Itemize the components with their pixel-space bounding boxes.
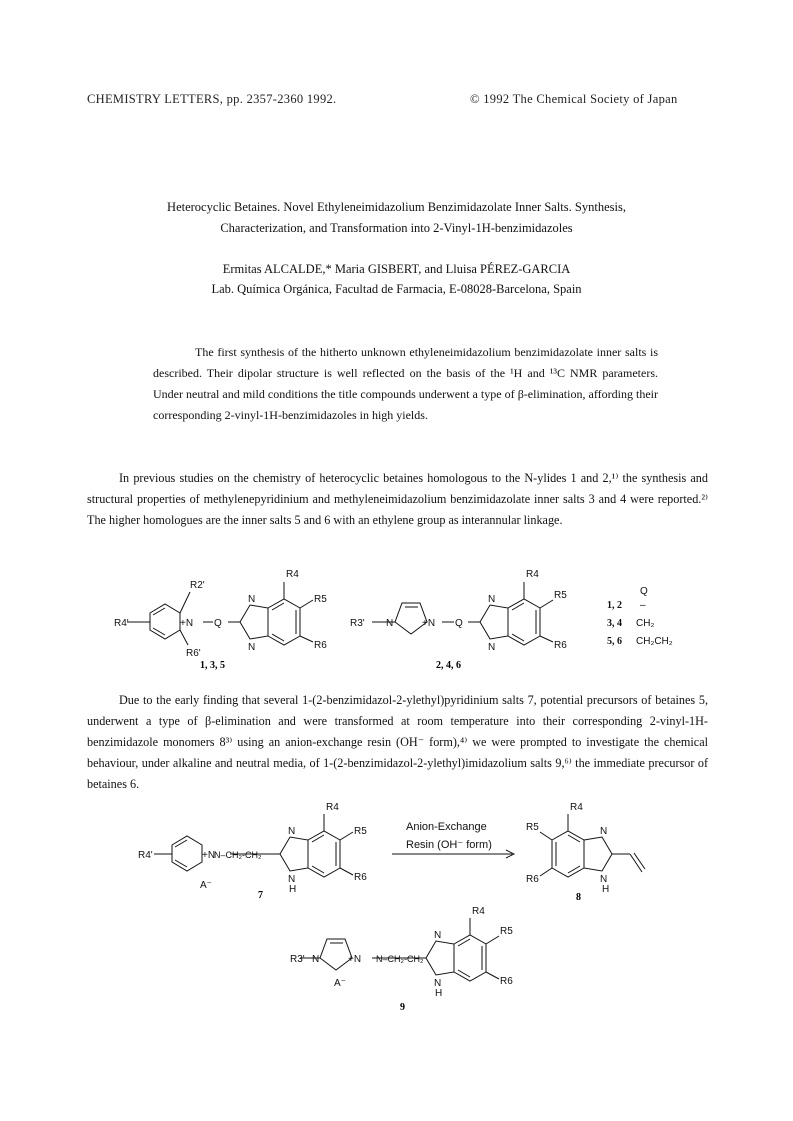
atom-H-8: H <box>602 884 610 895</box>
atom-Q-1: Q <box>214 618 222 629</box>
compound-label-9: 9 <box>400 1002 405 1013</box>
imidazolate-ring-1 <box>240 605 268 639</box>
pyridinium-ring <box>150 604 180 639</box>
q-row-3-q: CH₂CH₂ <box>636 636 673 647</box>
atom-Nplus-7: +N <box>202 850 216 861</box>
linker-9: N–CH₂-CH₂ <box>376 954 424 964</box>
atom-R5-1: R5 <box>314 594 327 605</box>
author-affiliation: Lab. Química Orgánica, Facultad de Farmacia, E-08028-Barcelona, Spain <box>211 282 582 296</box>
atom-N-7a: N <box>288 826 296 837</box>
abstract-text: The first synthesis of the hitherto unknown ethyleneimidazolium benzimidazolate inner salts is described. Their dipolar structure is well reflected on the basis of the ¹H and ¹³C NMR parameters. Under neutral and mild conditions the title compounds underwent a type of β-elimination, affording their corresponding 2-vinyl-1H-benzimidazoles in high yields. <box>153 345 658 422</box>
atom-N-2: N <box>386 618 394 629</box>
copyright-notice: © 1992 The Chemical Society of Japan <box>470 92 678 106</box>
atom-R4-2: R4 <box>526 569 539 580</box>
abstract <box>153 342 658 426</box>
atom-R6-9: R6 <box>500 976 513 987</box>
author-names: Ermitas ALCALDE,* Maria GISBERT, and Lluisa PÉREZ-GARCIA <box>222 262 571 276</box>
atom-Nplus-9: +N <box>348 954 362 965</box>
compound-label-7: 7 <box>258 890 263 901</box>
atom-R4-1: R4 <box>286 569 299 580</box>
atom-R5-2: R5 <box>554 590 567 601</box>
body-paragraph-1 <box>87 468 708 531</box>
atom-R6-2: R6 <box>554 640 567 651</box>
body-paragraph-2 <box>87 690 708 795</box>
benzo-ring-7 <box>308 831 340 877</box>
imidazolate-ring-2 <box>480 605 508 639</box>
atom-N-9b: N <box>434 978 442 989</box>
atom-N-8b: N <box>600 874 608 885</box>
atom-H-7: H <box>289 884 297 895</box>
atom-R4-9: R4 <box>472 906 485 917</box>
q-row-1-q: – <box>640 600 646 611</box>
q-row-2-q: CH₂ <box>636 618 655 629</box>
anion-9: A⁻ <box>334 978 346 989</box>
title-line-2: Characterization, and Transformation into 2-Vinyl-1H-benzimidazoles <box>220 221 573 235</box>
atom-R6-7: R6 <box>354 872 367 883</box>
paragraph-2-text: Due to the early finding that several 1-(2-benzimidazol-2-ylethyl)pyridinium salts 7, potential precursors of betaines 5, underwent a type of β-elimination and were transformed at room temperature into their corresponding 2-vinyl-1H-benzimidazole monomers 8³⁾ using an anion-exchange resin (OH⁻ form),⁴⁾ we were prompted to investigate the chemical behaviour, under alkaline and neutral media, of 1-(2-benzimidazol-2-ylethyl)imidazolium salts 9,⁶⁾ the immediate precursor of betaines 6. <box>87 693 708 791</box>
q-row-3-cmp: 5, 6 <box>607 636 622 647</box>
atom-N-9a: N <box>434 930 442 941</box>
author-block <box>0 259 793 299</box>
linker-7: N–CH₂-CH₂ <box>214 850 262 860</box>
imidazole-ring-9 <box>426 941 454 975</box>
q-row-1-cmp: 1, 2 <box>607 600 622 611</box>
atom-Nplus-2: +N <box>422 618 436 629</box>
q-row-2-cmp: 3, 4 <box>607 618 622 629</box>
atom-R6p: R6' <box>186 648 201 659</box>
atom-R2p: R2' <box>190 580 205 591</box>
benzo-ring-2 <box>508 599 540 645</box>
structure-scheme-1 <box>100 560 720 675</box>
title-line-1: Heterocyclic Betaines. Novel Ethyleneimidazolium Benzimidazolate Inner Salts. Synthesis, <box>167 200 626 214</box>
atom-N-1b: N <box>248 642 256 653</box>
compound-label-2-4-6: 2, 4, 6 <box>436 660 461 671</box>
atom-R4p: R4' <box>114 618 129 629</box>
pyridinium-ring-7 <box>172 836 202 871</box>
atom-R6-8: R6 <box>526 874 539 885</box>
atom-N-8a: N <box>600 826 608 837</box>
atom-N-9: N <box>312 954 320 965</box>
compound-label-1-3-5: 1, 3, 5 <box>200 660 225 671</box>
atom-N-2a: N <box>488 594 496 605</box>
article-title <box>0 197 793 239</box>
atom-R3p: R3' <box>350 618 365 629</box>
imidazole-ring-8 <box>584 837 612 871</box>
imidazole-ring-7 <box>280 837 308 871</box>
atom-H-9: H <box>435 988 443 999</box>
atom-R4-7: R4 <box>326 802 339 813</box>
atom-N-1a: N <box>248 594 256 605</box>
atom-N-7b: N <box>288 874 296 885</box>
q-table-header: Q <box>640 586 648 597</box>
structure-scheme-2 <box>130 800 690 1025</box>
anion-7: A⁻ <box>200 880 212 891</box>
atom-R4p-7: R4' <box>138 850 153 861</box>
benzo-ring-9 <box>454 935 486 981</box>
arrow-label-top: Anion-Exchange <box>406 821 487 833</box>
arrow-label-bottom: Resin (OH⁻ form) <box>406 839 492 851</box>
journal-citation: CHEMISTRY LETTERS, pp. 2357-2360 1992. <box>87 92 337 106</box>
atom-R4-8: R4 <box>570 802 583 813</box>
atom-R5-9: R5 <box>500 926 513 937</box>
atom-Q-2: Q <box>455 618 463 629</box>
atom-Nplus-1: +N <box>180 618 194 629</box>
compound-label-8: 8 <box>576 892 581 903</box>
benzo-ring-8 <box>552 831 584 877</box>
atom-N-2b: N <box>488 642 496 653</box>
atom-R6-1: R6 <box>314 640 327 651</box>
atom-R5-8: R5 <box>526 822 539 833</box>
paragraph-1-text: In previous studies on the chemistry of heterocyclic betaines homologous to the N-ylides 1 and 2,¹⁾ the synthesis and structural properties of methylenepyridinium and methyleneimidazolium benzimidazolate inner salts 3 and 4 were reported.²⁾ The higher homologues are the inner salts 5 and 6 with an ethylene group as interannular linkage. <box>87 471 708 527</box>
benzo-ring-1 <box>268 599 300 645</box>
atom-R3p-9: R3' <box>290 954 305 965</box>
atom-R5-7: R5 <box>354 826 367 837</box>
